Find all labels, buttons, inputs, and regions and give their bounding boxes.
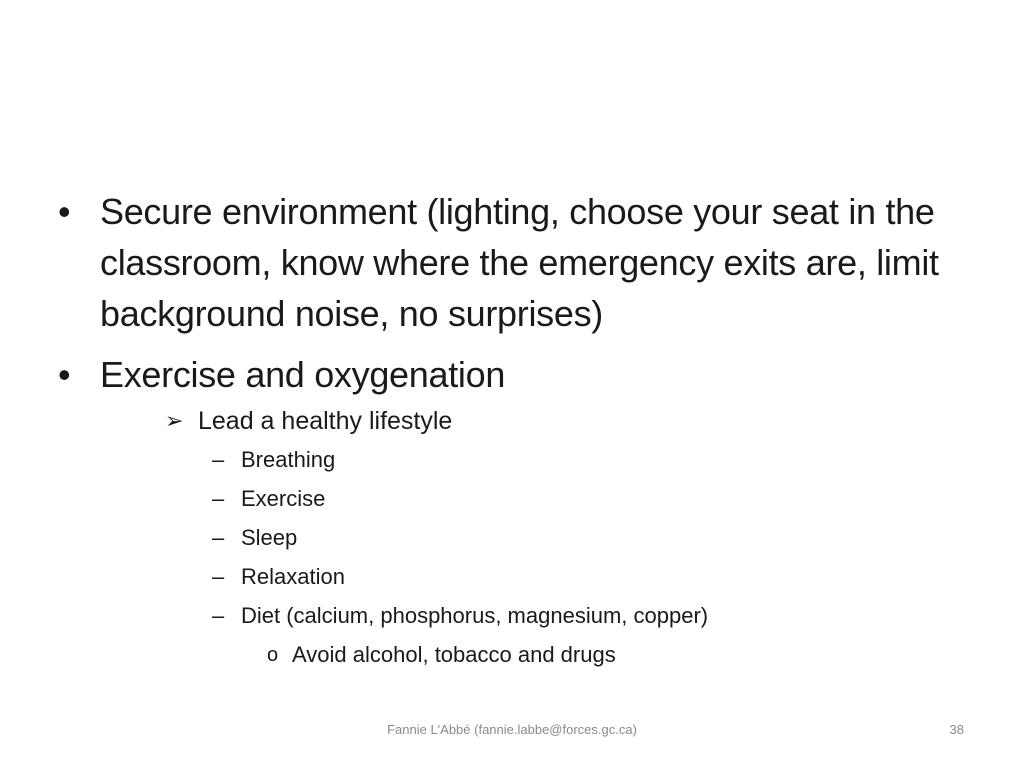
bullet-text: Secure environment (lighting, choose your seat in the classroom, know where the emergency exits are, limit background noise, no surprises) xyxy=(100,191,939,334)
bullet-exercise-oxygenation xyxy=(58,349,978,400)
list-item-text: Relaxation xyxy=(241,564,345,589)
sub-bullet-healthy-lifestyle xyxy=(58,404,978,438)
page-number: 38 xyxy=(949,722,964,737)
bullet-secure-environment xyxy=(58,186,978,339)
list-item-breathing xyxy=(58,443,978,477)
list-subitem-avoid xyxy=(58,638,978,672)
list-item-exercise xyxy=(58,482,978,516)
dash-bullet-icon: – xyxy=(212,525,225,550)
list-item-relaxation xyxy=(58,560,978,594)
list-subitem-text: Avoid alcohol, tobacco and drugs xyxy=(292,642,616,667)
list-item-sleep xyxy=(58,521,978,555)
bullet-icon: • xyxy=(58,191,71,232)
dash-bullet-icon: – xyxy=(212,447,225,472)
sub-bullet-text: Lead a healthy lifestyle xyxy=(198,407,453,435)
circle-bullet-icon: o xyxy=(267,644,279,666)
list-item-text: Sleep xyxy=(241,525,298,550)
list-item-text: Diet (calcium, phosphorus, magnesium, copper) xyxy=(241,603,709,628)
list-item-text: Exercise xyxy=(241,486,326,511)
footer-author: Fannie L'Abbé (fannie.labbe@forces.gc.ca) xyxy=(387,722,637,737)
dash-bullet-icon: – xyxy=(212,603,225,628)
dash-bullet-icon: – xyxy=(212,564,225,589)
dash-bullet-icon: – xyxy=(212,486,225,511)
bullet-icon: • xyxy=(58,354,71,395)
slide-content xyxy=(58,186,978,672)
bullet-text: Exercise and oxygenation xyxy=(100,354,506,395)
arrow-bullet-icon: ➢ xyxy=(165,408,184,433)
list-item-text: Breathing xyxy=(241,447,336,472)
list-item-diet xyxy=(58,599,978,633)
